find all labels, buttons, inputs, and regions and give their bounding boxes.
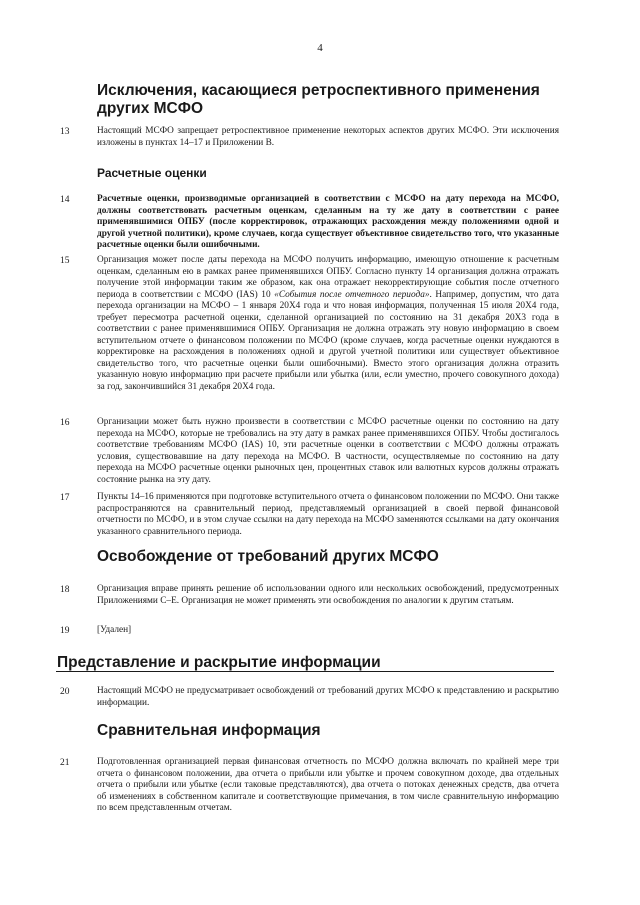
heading-estimates: Расчетные оценки xyxy=(97,166,207,180)
page-number: 4 xyxy=(317,42,323,54)
paragraph-21: Подготовленная организацией первая финансовая отчетность по МСФО должна включать по крайней мере три отчета о финансовом положении, два отчета о прибыли или убытке и прочем совокупном доходе, два отдельных отчета о прибыли или убытке (если таковые представляются), два отчета о потоках денежных средств, два отчета об изменениях в собственном капитале и соответствующие примечания, в том числе сравнительную информацию по всем представленным отчетам. xyxy=(97,757,559,813)
paragraph-number-16: 16 xyxy=(60,418,70,428)
paragraph-17: Пункты 14–16 применяются при подготовке вступительного отчета о финансовом положении по МСФО. Они также распространяются на сравнительный период, представляемый организацией в своей первой финансовой отчетности по МСФО, и в этом случае ссылки на дату перехода на МСФО заменяются ссылками на дату окончания указанного сравнительного периода. xyxy=(97,492,559,537)
paragraph-number-18: 18 xyxy=(60,585,70,595)
paragraph-number-13: 13 xyxy=(60,127,70,137)
heading-exceptions: Исключения, касающиеся ретроспективного применения других МСФО xyxy=(97,82,540,117)
paragraph-14: Расчетные оценки, производимые организацией в соответствии с МСФО на дату перехода на МСФО, должны соответствовать расчетным оценкам, сделанным на ту же дату в соответствии с ранее применявшимися ОПБУ (после корректировок, отражающих расхождения между положениями одной и другой учетной политики), кроме случаев, когда существует объективное свидетельство того, что указанные расчетные оценки были ошибочными. xyxy=(97,194,559,250)
paragraph-13: Настоящий МСФО запрещает ретроспективное применение некоторых аспектов других МСФО. Эти исключения изложены в пунктах 14–17 и Приложении В. xyxy=(97,126,559,148)
heading-exemptions: Освобождение от требований других МСФО xyxy=(97,548,439,565)
heading-presentation: Представление и раскрытие информации xyxy=(57,654,381,671)
paragraph-number-19: 19 xyxy=(60,626,70,636)
paragraph-number-15: 15 xyxy=(60,256,70,266)
heading-comparative: Сравнительная информация xyxy=(97,722,321,739)
paragraph-number-20: 20 xyxy=(60,687,70,697)
paragraph-number-21: 21 xyxy=(60,758,70,768)
paragraph-20: Настоящий МСФО не предусматривает освобождений от требований других МСФО к представлению и раскрытию информации. xyxy=(97,686,559,708)
section-divider xyxy=(56,671,554,672)
paragraph-15-part-a: Организация может после даты перехода на МСФО получить информацию, имеющую отношение к расчетным оценкам, сделанным ею в рамках ранее применявшихся ОПБУ. Согласно пункту 14 организация должна отражать получение этой информации таким же образом, как она отражает некорректирующие события после отчетного периода в соответствии с МСФО (IAS) 10 xyxy=(97,255,559,300)
paragraph-16: Организации может быть нужно произвести в соответствии с МСФО расчетные оценки по состоянию на дату перехода на МСФО, которые не требовались на эту дату в рамках ранее применявшихся ОПБУ. Чтобы достигалось соответствие требованиям МСФО (IAS) 10, эти расчетные оценки в соответствии с МСФО должны отражать условия, существовавшие на дату перехода на МСФО. В частности, осуществляемые по состоянию на дату перехода на МСФО расчетные оценки рыночных цен, процентных ставок или валютных курсов должны отражать состояние рынка на эту дату. xyxy=(97,417,559,485)
paragraph-15 xyxy=(97,255,559,393)
paragraph-15-title: «События после отчетного периода» xyxy=(274,289,430,300)
paragraph-number-14: 14 xyxy=(60,195,70,205)
paragraph-18: Организация вправе принять решение об использовании одного или нескольких освобождений, предусмотренных Приложениями С–Е. Организация не может применять эти освобождения по аналогии к другим статьям. xyxy=(97,584,559,606)
paragraph-19: [Удален] xyxy=(97,625,132,635)
paragraph-15-part-b: . Например, допустим, что дата перехода организации на МСФО – 1 января 20X4 года и что новая информация, полученная 15 июля 20X4 года, требует пересмотра расчетной оценки, сделанной организацией по состоянию на 31 декабря 20X3 года в соответствии с ранее применявшимися ОПБУ. Организация не должна отражать эту новую информацию в своем вступительном отчете о финансовом положении по МСФО (кроме случаев, когда расчетные оценки нуждаются в корректировке на расхождения в положениях одной и другой учетной политики или существует объективное свидетельство того, что расчетные оценки были ошибочными). Вместо этого организация должна отразить указанную новую информацию при расчете прибыли или убытка (или, если уместно, прочего совокупного дохода) за год, закончившийся 31 декабря 20X4 года. xyxy=(97,289,559,392)
paragraph-number-17: 17 xyxy=(60,493,70,503)
